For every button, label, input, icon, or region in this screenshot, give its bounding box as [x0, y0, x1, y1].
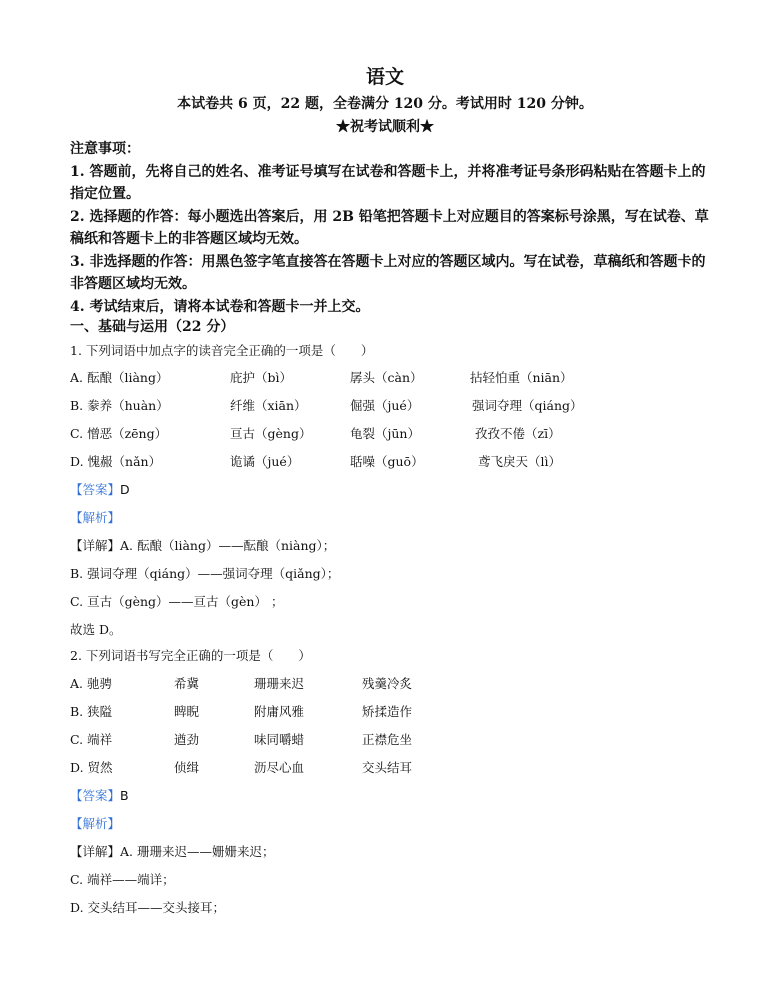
- q1-detail-line: 故选 D。: [70, 622, 122, 637]
- q2-option-a: [70, 674, 710, 692]
- notes-heading: 注意事项：: [70, 141, 140, 157]
- q2-detail-line: 【详解】A. 珊珊来迟——姗姗来迟；: [70, 844, 275, 859]
- q2-analysis-tag: 【解析】: [70, 816, 121, 831]
- note-item: 2. 选择题的作答：每小题选出答案后，用 2B 铅笔把答题卡上对应题目的答案标号涂黑，写在试卷、草稿纸和答题卡上的非答题区域均无效。: [70, 208, 709, 247]
- q2-answer: [70, 786, 129, 804]
- option-cell: 强词夺理（qiáng）: [472, 398, 583, 413]
- q1-option-c: [70, 424, 710, 442]
- option-cell: B. 狭隘: [70, 704, 113, 719]
- option-cell: 鸢飞戾天（lì）: [478, 454, 561, 469]
- q1-analysis-tag: 【解析】: [70, 510, 121, 525]
- answer-tag: 【答案】: [70, 482, 121, 497]
- option-cell: 沥尽心血: [254, 760, 305, 775]
- option-cell: 亘古（gèng）: [230, 426, 312, 441]
- exam-info: 本试卷共 6 页，22 题，全卷满分 120 分。考试用时 120 分钟。: [177, 96, 593, 112]
- section-heading: 一、基础与运用（22 分）: [70, 319, 235, 335]
- note-item: 4. 考试结束后，请将本试卷和答题卡一并上交。: [70, 298, 370, 315]
- option-cell: 睥睨: [174, 704, 200, 719]
- q2-option-b: [70, 702, 710, 720]
- q1-detail-line: B. 强词夺理（qiáng）——强词夺理（qiǎng）；: [70, 566, 340, 581]
- option-cell: 正襟危坐: [362, 732, 413, 747]
- option-cell: A. 酝酿（liàng）: [70, 370, 169, 385]
- option-cell: 附庸风雅: [254, 704, 305, 719]
- option-cell: 倔强（jué）: [350, 398, 420, 413]
- option-cell: D. 愧赧（nǎn）: [70, 454, 162, 469]
- option-cell: 诡谲（jué）: [230, 454, 300, 469]
- option-cell: 庇护（bì）: [230, 370, 292, 385]
- q1-option-b: [70, 396, 710, 414]
- q2-detail-line: C. 端祥——端详；: [70, 872, 175, 887]
- note-item: 1. 答题前，先将自己的姓名、准考证号填写在试卷和答题卡上，并将准考证号条形码粘贴在答题卡上的指定位置。: [70, 163, 706, 202]
- q1-detail-line: C. 亘古（gèng）——亘古（gèn） ；: [70, 594, 284, 609]
- q1-answer: [70, 480, 130, 498]
- option-cell: 侦缉: [174, 760, 200, 775]
- page-title: 语文: [365, 66, 404, 88]
- question-1-stem: 1. 下列词语中加点字的读音完全正确的一项是（ ）: [70, 343, 374, 358]
- q2-detail-line: D. 交头结耳——交头接耳；: [70, 900, 226, 915]
- option-cell: 拈轻怕重（niān）: [470, 370, 573, 385]
- option-cell: 珊珊来迟: [254, 676, 305, 691]
- answer-value: D: [120, 482, 130, 497]
- option-cell: B. 豢养（huàn）: [70, 398, 169, 413]
- q2-option-c: [70, 730, 710, 748]
- q1-option-d: [70, 452, 710, 470]
- option-cell: 味同嚼蜡: [254, 732, 305, 747]
- option-cell: 孜孜不倦（zī）: [475, 426, 561, 441]
- q1-option-a: [70, 368, 710, 386]
- option-cell: 希冀: [174, 676, 200, 691]
- q1-detail-line: 【详解】A. 酝酿（liàng）——酝酿（niàng）；: [70, 538, 336, 553]
- option-cell: A. 驰骋: [70, 676, 112, 691]
- option-cell: C. 憎恶（zēng）: [70, 426, 168, 441]
- option-cell: 矫揉造作: [362, 704, 413, 719]
- option-cell: D. 贸然: [70, 760, 113, 775]
- option-cell: 孱头（càn）: [350, 370, 423, 385]
- option-cell: 遒劲: [174, 732, 200, 747]
- good-luck-line: ★祝考试顺利★: [336, 119, 434, 135]
- option-cell: 聒噪（guō）: [350, 454, 424, 469]
- option-cell: C. 端祥: [70, 732, 113, 747]
- question-2-stem: 2. 下列词语书写完全正确的一项是（ ）: [70, 648, 311, 663]
- notes-block: [70, 138, 710, 318]
- option-cell: 残羹冷炙: [362, 676, 413, 691]
- option-cell: 纤维（xiān）: [230, 398, 307, 413]
- option-cell: 龟裂（jūn）: [350, 426, 420, 441]
- answer-value: B: [120, 788, 129, 803]
- q2-option-d: [70, 758, 710, 776]
- option-cell: 交头结耳: [362, 760, 413, 775]
- note-item: 3. 非选择题的作答：用黑色签字笔直接答在答题卡上对应的答题区域内。写在试卷，草稿纸和答题卡的非答题区域均无效。: [70, 253, 706, 292]
- answer-tag: 【答案】: [70, 788, 121, 803]
